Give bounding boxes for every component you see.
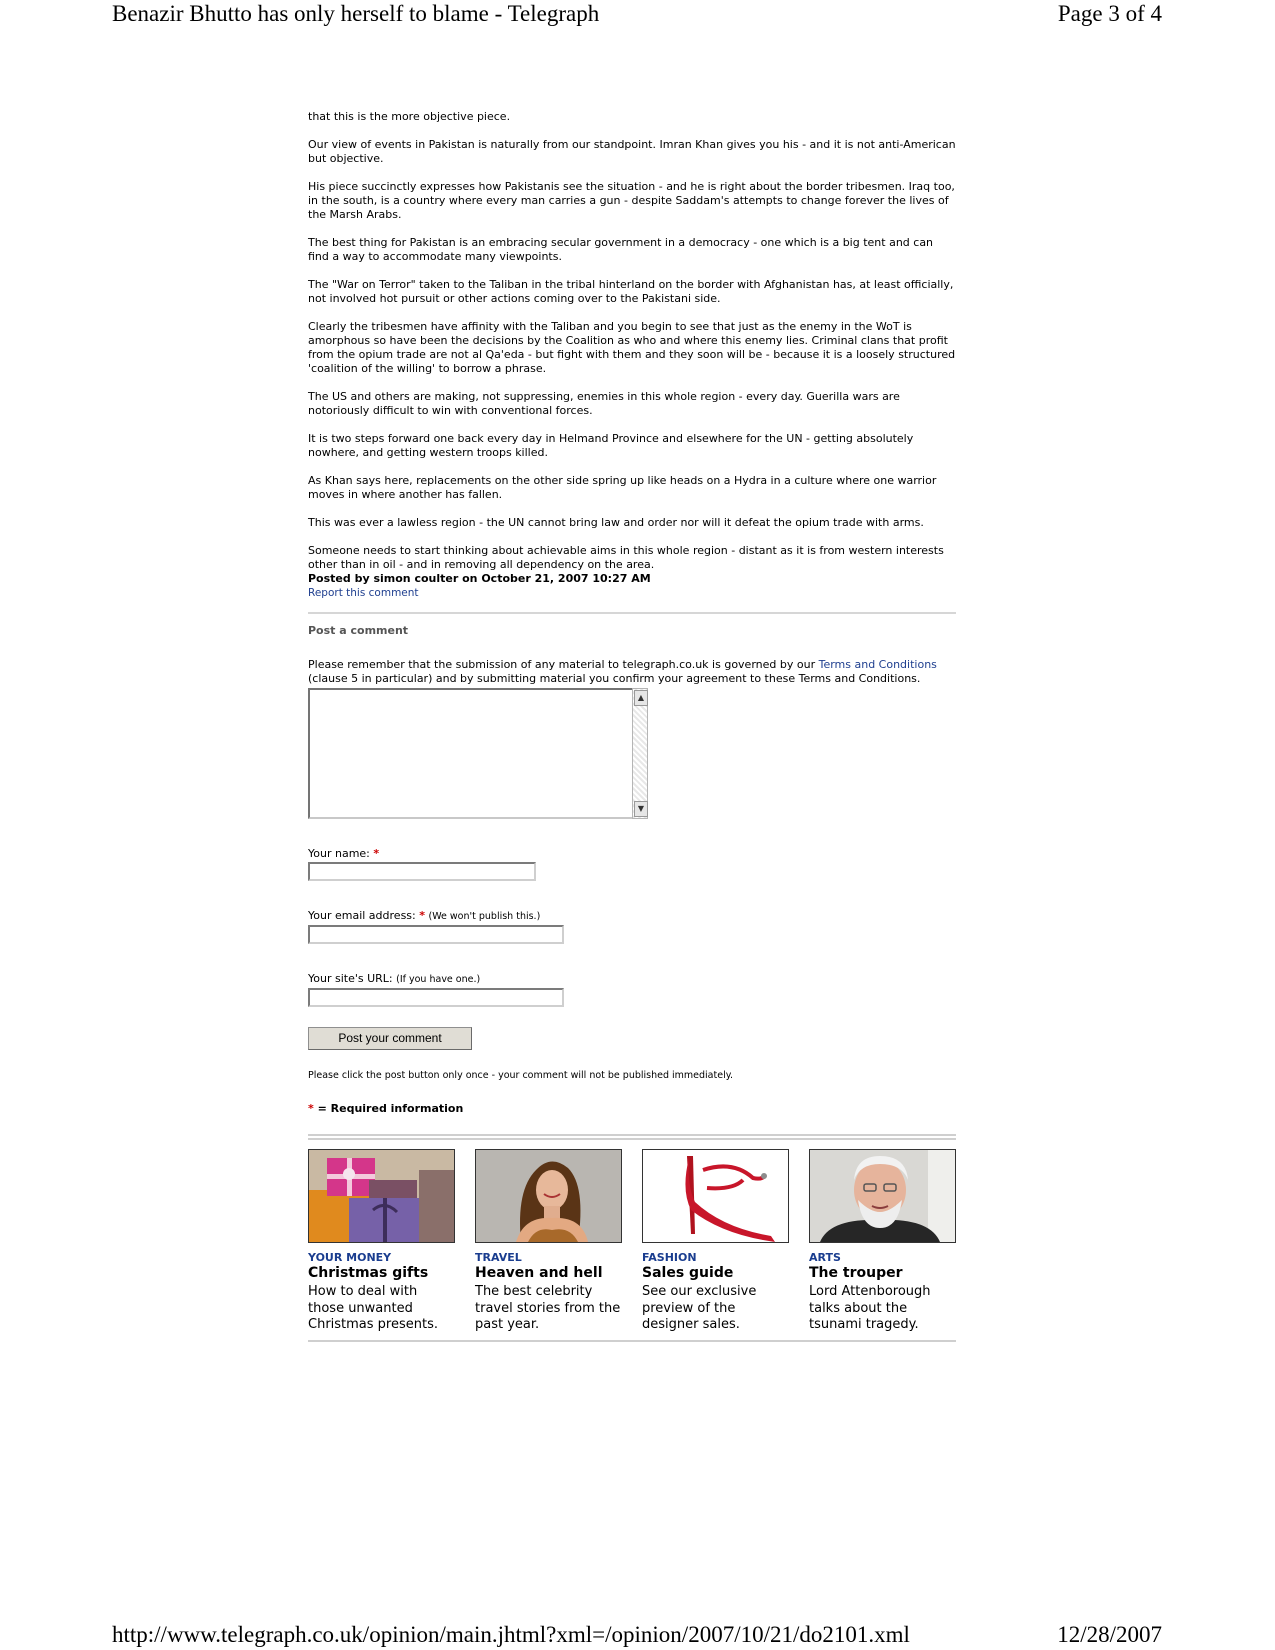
section-divider [308, 612, 956, 614]
scroll-up-icon[interactable]: ▲ [634, 690, 648, 706]
promo-description: The best celebrity travel stories from the past year. [475, 1284, 621, 1332]
required-asterisk: * [419, 909, 425, 922]
comment-paragraph: that this is the more objective piece. [308, 110, 511, 123]
promo-description: See our exclusive preview of the designer sales. [642, 1284, 757, 1332]
promo-title[interactable]: Christmas gifts [308, 1265, 429, 1281]
gift-boxes-picture [309, 1150, 454, 1242]
email-field[interactable] [308, 925, 564, 944]
bearded-man-portrait-image[interactable] [809, 1149, 956, 1243]
name-field[interactable] [308, 862, 536, 881]
comment-textarea[interactable] [308, 688, 632, 819]
reader-comment [308, 110, 956, 600]
promo-description: Lord Attenborough talks about the tsunami tragedy. [809, 1284, 931, 1332]
comment-paragraph: Someone needs to start thinking about achievable aims in this whole region - distant as it is from western interests other than in oil - and in removing all dependency on the area. [308, 544, 944, 571]
promo-bottom-divider [308, 1340, 956, 1342]
email-label: Your email address: * (We won't publish this.) [308, 909, 541, 922]
promo-card[interactable] [809, 1149, 956, 1334]
print-footer-date: 12/28/2007 [1057, 1622, 1162, 1647]
promo-category[interactable]: ARTS [809, 1251, 841, 1264]
url-note: (If you have one.) [396, 974, 481, 985]
print-footer [112, 1621, 1162, 1650]
post-comment-button[interactable]: Post your comment [308, 1027, 472, 1050]
comment-paragraph: The best thing for Pakistan is an embracing secular government in a democracy - one which is a big tent and can find a way to accommodate many viewpoints. [308, 236, 934, 263]
email-note: (We won't publish this.) [428, 911, 541, 922]
promo-title[interactable]: The trouper [809, 1265, 903, 1281]
url-field[interactable] [308, 988, 564, 1007]
promo-card[interactable] [308, 1149, 455, 1334]
promo-category[interactable]: YOUR MONEY [308, 1251, 392, 1264]
comment-paragraph: As Khan says here, replacements on the other side spring up like heads on a Hydra in a culture where one warrior moves in where another has fallen. [308, 474, 937, 501]
comment-paragraph: The "War on Terror" taken to the Taliban in the tribal hinterland on the border with Afghanistan has, at least officially, not involved hot pursuit or other actions coming over to the Pakistani side. [308, 278, 954, 305]
bearded-man-portrait-picture [810, 1150, 955, 1242]
promo-card[interactable] [475, 1149, 622, 1334]
article-content [308, 110, 956, 1342]
print-header [112, 0, 1162, 34]
promo-category[interactable]: FASHION [642, 1251, 697, 1264]
promo-description: How to deal with those unwanted Christmas presents. [308, 1284, 438, 1332]
promo-title[interactable]: Heaven and hell [475, 1265, 603, 1281]
print-header-page: Page 3 of 4 [1057, 1, 1162, 26]
print-header-title: Benazir Bhutto has only herself to blame - Telegraph [112, 1, 600, 26]
promo-title[interactable]: Sales guide [642, 1265, 734, 1281]
red-stiletto-shoe-image[interactable] [642, 1149, 789, 1243]
promo-card[interactable] [642, 1149, 789, 1334]
promo-category[interactable]: TRAVEL [475, 1251, 522, 1264]
promo-strip [308, 1149, 956, 1334]
post-once-note: Please click the post button only once - your comment will not be published immediately. [308, 1070, 733, 1081]
comment-textarea-wrapper [308, 688, 648, 819]
scroll-down-icon[interactable]: ▼ [634, 801, 648, 817]
celebrity-woman-picture [476, 1150, 621, 1242]
post-comment-heading: Post a comment [308, 624, 409, 637]
terms-notice: Please remember that the submission of any material to telegraph.co.uk is governed by our Terms and Conditions (clause 5 in particular) and by submitting material you confirm your agreement to these Terms and Conditions. [308, 658, 937, 685]
terms-link[interactable]: Terms and Conditions [818, 658, 937, 671]
gift-boxes-image[interactable] [308, 1149, 455, 1243]
celebrity-woman-image[interactable] [475, 1149, 622, 1243]
comment-paragraph: Clearly the tribesmen have affinity with the Taliban and you begin to see that just as the enemy in the WoT is amorphous so have been the decisions by the Coalition as who and where this enemy lies. Criminal clans that profit from the opium trade are not al Qa'eda - but fight with them and they soon will be - because it is a loosely structured 'coalition of the willing' to borrow a phrase. [308, 320, 956, 375]
required-info-legend: * = Required information [308, 1102, 464, 1115]
promo-divider [308, 1134, 956, 1140]
comment-paragraph: The US and others are making, not suppressing, enemies in this whole region - every day. Guerilla wars are notoriously difficult to win with conventional forces. [308, 390, 900, 417]
url-label: Your site's URL: (If you have one.) [308, 972, 481, 985]
required-asterisk: * [308, 1102, 314, 1115]
comment-byline: Posted by simon coulter on October 21, 2007 10:27 AM [308, 572, 651, 585]
post-comment-form [308, 624, 956, 1116]
report-comment-link[interactable]: Report this comment [308, 587, 419, 599]
comment-paragraph: Our view of events in Pakistan is naturally from our standpoint. Imran Khan gives you his - and it is not anti-American but objective. [308, 138, 956, 165]
textarea-scrollbar[interactable] [632, 688, 648, 819]
name-label: Your name: * [308, 847, 380, 860]
required-asterisk: * [373, 847, 380, 860]
print-footer-url: http://www.telegraph.co.uk/opinion/main.jhtml?xml=/opinion/2007/10/21/do2101.xml [112, 1622, 910, 1647]
comment-paragraph: This was ever a lawless region - the UN cannot bring law and order nor will it defeat the opium trade with arms. [308, 516, 924, 529]
comment-paragraph: It is two steps forward one back every day in Helmand Province and elsewhere for the UN - getting absolutely nowhere, and getting western troops killed. [308, 432, 914, 459]
comment-paragraph: His piece succinctly expresses how Pakistanis see the situation - and he is right about the border tribesmen. Iraq too, in the south, is a country where every man carries a gun - despite Saddam's attempts to change forever the lives of the Marsh Arabs. [308, 180, 955, 221]
red-stiletto-shoe-picture [643, 1150, 788, 1242]
